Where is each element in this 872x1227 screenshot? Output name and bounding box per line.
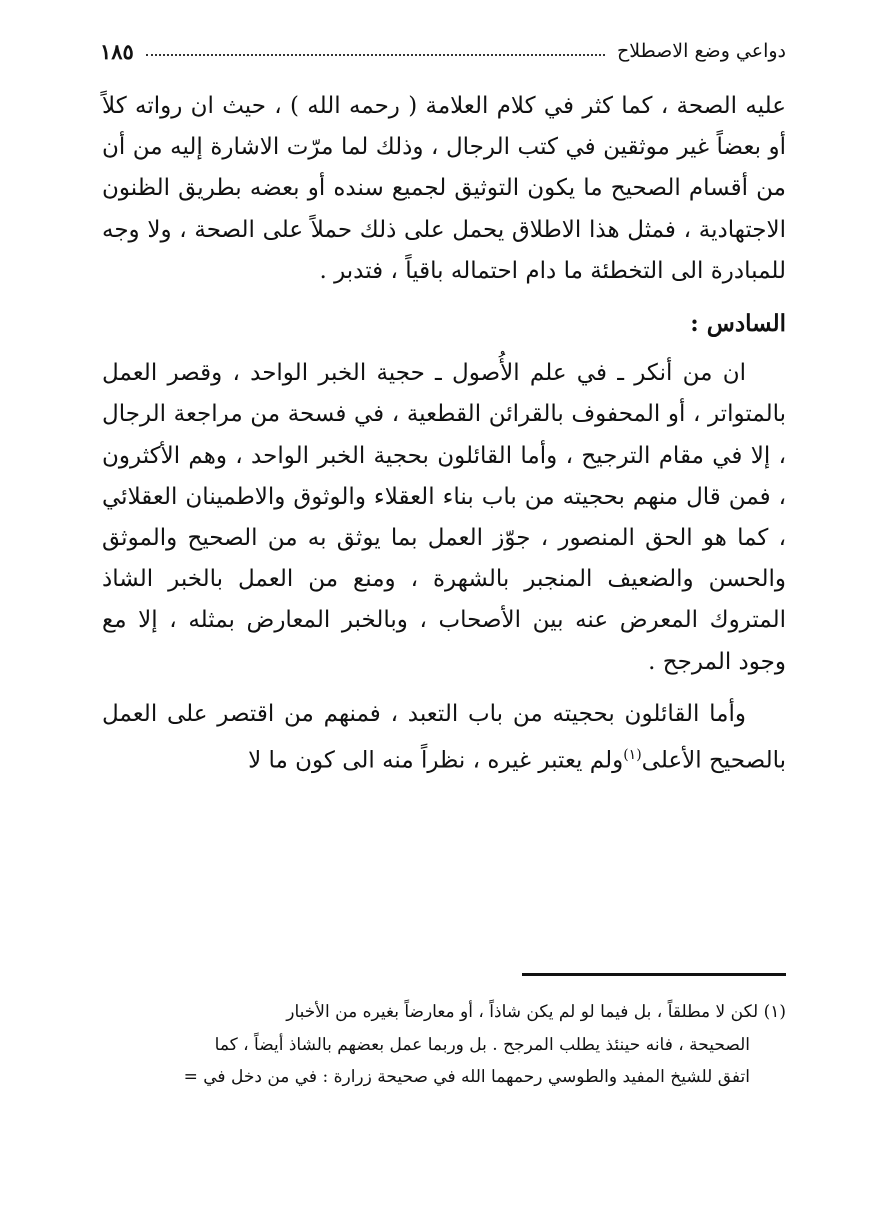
section-heading: السادس :: [690, 310, 786, 338]
footnote-1-line-3: اتفق للشيخ المفيد والطوسي رحمهما الله في صحيحة زرارة : في من دخل في =: [183, 1067, 750, 1087]
footnote-1-line-1: [86, 996, 786, 1029]
footnote-1-text-1: لكن لا مطلقاً ، بل فيما لو لم يكن شاذاً ، أو معارضاً بغيره من الأخبار: [286, 1002, 759, 1022]
paragraph-3-part-2: ولم يعتبر غيره ، نظراً منه الى كون ما لا: [248, 747, 624, 774]
paragraph-3: [102, 694, 786, 782]
leader-dots: [146, 54, 605, 56]
paragraph-3-part-1: وأما القائلون بحجيته من باب التعبد ، فمنهم من اقتصر على العمل بالصحيح الأعلى: [102, 700, 786, 774]
page-number: ١٨٥: [100, 38, 134, 64]
paragraph-1: عليه الصحة ، كما كثر في كلام العلامة ( رحمه الله ) ، حيث ان رواته كلاً أو بعضاً غير موثقين في كتب الرجال ، وذلك لما مرّت الاشارة إليه من أن من أقسام الصحيح ما يكون التوثيق لجميع سنده أو بعضه بطريق الظنون الاجتهادية ، فمثل هذا الاطلاق يحمل على ذلك حملاً على الصحة ، ولا وجه للمبادرة الى التخطئة ما دام احتماله باقياً ، فتدبر .: [102, 93, 786, 284]
running-header: [100, 34, 786, 68]
footnotes: [86, 996, 786, 1094]
paragraph-2: ان من أنكر ـ في علم الأُصول ـ حجية الخبر الواحد ، وقصر العمل بالمتواتر ، أو المحفوف بالقرائن القطعية ، في فسحة من مراجعة الرجال ، إلا في مقام الترجيح ، وأما القائلون بحجية الخبر الواحد ، وهم الأكثرون ، فمن قال منهم بحجيته من باب بناء العقلاء والوثوق والاطمينان العقلائي ، كما هو الحق المنصور ، جوّز العمل بما يوثق به من الصحيح والموثق والحسن والضعيف المنجبر بالشهرة ، ومنع من العمل بالخبر الشاذ المتروك المعرض عنه بين الأصحاب ، وبالخبر المعارض بمثله ، إلا مع وجود المرجح .: [102, 360, 786, 675]
running-title: دواعي وضع الاصطلاح: [616, 40, 786, 62]
footnote-reference: (١): [623, 747, 642, 764]
main-text: [102, 86, 786, 782]
footnote-1-line-2: الصحيحة ، فانه حينئذ يطلب المرجح . بل وربما عمل بعضهم بالشاذ أيضاً ، كما: [214, 1034, 750, 1055]
footnote-1-marker: (١): [763, 1002, 786, 1022]
footnote-separator: [522, 973, 786, 976]
